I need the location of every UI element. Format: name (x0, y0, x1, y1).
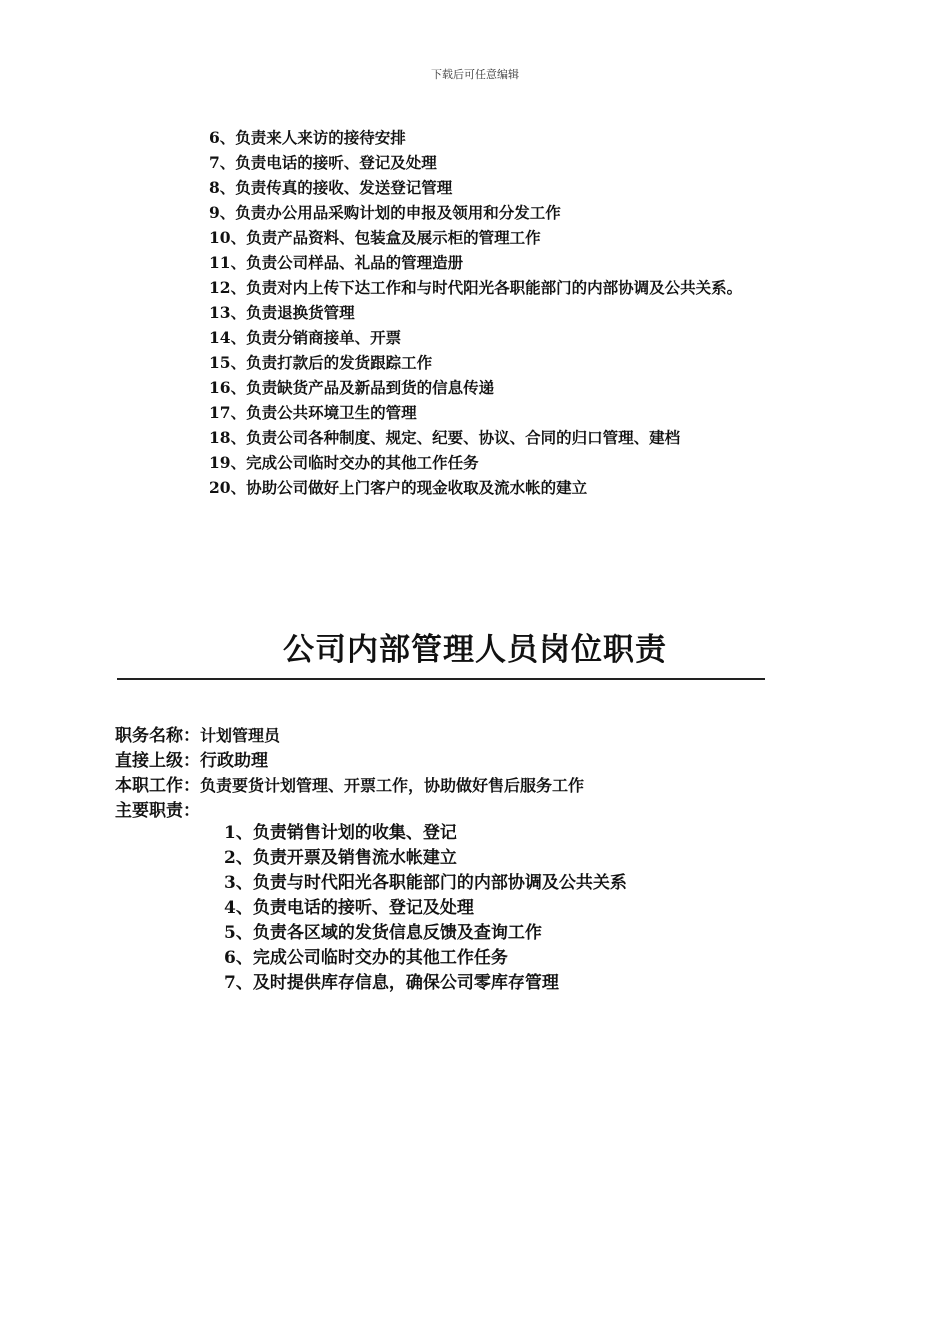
list-item: 7、负责电话的接听、登记及处理 (209, 153, 437, 172)
supervisor-label: 直接上级： (115, 751, 200, 771)
duties-label: 主要职责： (115, 801, 200, 821)
list-item: 17、负责公共环境卫生的管理 (209, 403, 417, 422)
list-item: 3、负责与时代阳光各职能部门的内部协调及公共关系 (224, 873, 627, 893)
work-value: 负责要货计划管理、开票工作，协助做好售后服务工作 (200, 776, 585, 795)
supervisor-value: 行政助理 (200, 751, 268, 771)
page-header: 下载后可任意编辑 (431, 68, 519, 81)
list-item: 10、负责产品资料、包装盒及展示柜的管理工作 (209, 228, 541, 247)
supervisor-row (115, 746, 268, 771)
list-item: 4、负责电话的接听、登记及处理 (224, 898, 474, 918)
list-item: 6、完成公司临时交办的其他工作任务 (224, 948, 508, 968)
section-title: 公司内部管理人员岗位职责 (283, 632, 667, 668)
list-item: 5、负责各区域的发货信息反馈及查询工作 (224, 923, 542, 943)
list-item: 13、负责退换货管理 (209, 303, 355, 322)
work-label: 本职工作： (115, 776, 200, 796)
list-item: 6、负责来人来访的接待安排 (209, 128, 406, 147)
list-item: 11、负责公司样品、礼品的管理造册 (209, 253, 464, 272)
list-item: 12、负责对内上传下达工作和与时代阳光各职能部门的内部协调及公共关系。 (209, 278, 743, 297)
duties-label-row (115, 796, 200, 821)
list-item: 9、负责办公用品采购计划的申报及领用和分发工作 (209, 203, 561, 222)
list-item: 1、负责销售计划的收集、登记 (224, 823, 457, 843)
list-item: 2、负责开票及销售流水帐建立 (224, 848, 457, 868)
job-name-row (115, 721, 280, 746)
list-item: 7、及时提供库存信息，确保公司零库存管理 (224, 973, 559, 993)
duties-list (224, 821, 627, 996)
list-item: 8、负责传真的接收、发送登记管理 (209, 178, 453, 197)
job-name-label: 职务名称： (115, 726, 200, 746)
list-item: 19、完成公司临时交办的其他工作任务 (209, 453, 479, 472)
list-item: 14、负责分销商接单、开票 (209, 328, 402, 347)
title-divider (117, 678, 765, 680)
list-item: 18、负责公司各种制度、规定、纪要、协议、合同的归口管理、建档 (209, 428, 681, 447)
list-item: 20、协助公司做好上门客户的现金收取及流水帐的建立 (209, 478, 588, 497)
work-row (115, 771, 584, 796)
list-item: 15、负责打款后的发货跟踪工作 (209, 353, 433, 372)
job-name-value: 计划管理员 (200, 726, 281, 745)
duties-continued-list (209, 125, 742, 500)
list-item: 16、负责缺货产品及新品到货的信息传递 (209, 378, 495, 397)
